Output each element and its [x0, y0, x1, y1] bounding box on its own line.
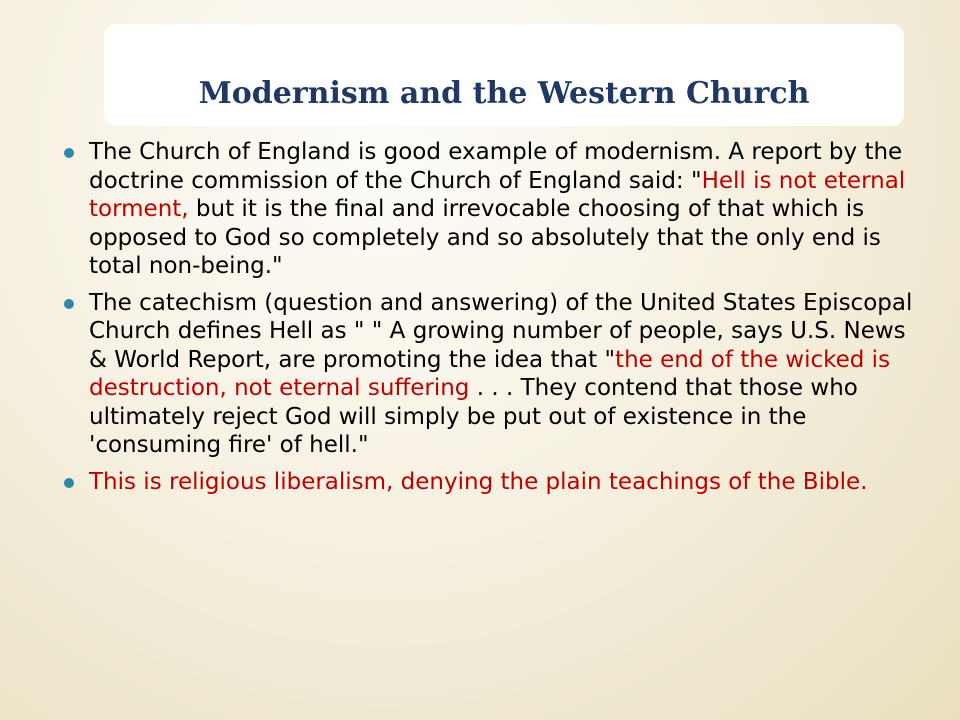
- slide-title: Modernism and the Western Church: [198, 76, 810, 111]
- bullet-dot-icon: [64, 299, 74, 309]
- bullet-item-1: [60, 138, 930, 281]
- bullet-list: [60, 138, 930, 504]
- bullet-1-text: The Church of England is good example of modernism. A report by the doctrine commission of the Church of England said: ": [89, 139, 903, 194]
- bullet-1-quote: Hell is not eternal torment,: [89, 167, 906, 222]
- bullet-dot-icon: [64, 148, 74, 158]
- bullet-2-quote: the end of the wicked is destruction, not eternal suffering: [89, 346, 891, 401]
- bullet-1-text-cont: but it is the final and irrevocable choosing of that which is opposed to God so completely and so absolutely that the only end is total non-being.": [89, 196, 881, 279]
- bullet-2-text: The catechism (question and answering) of the United States Episcopal Church defines Hell as " " A growing number of people, says U.S. News & World Report, are promoting the idea that ": [89, 289, 913, 373]
- bullet-dot-icon: [64, 478, 74, 488]
- bullet-item-2: [60, 289, 930, 460]
- bullet-2-text-cont: . . . They contend that those who ultimately reject God will simply be put out of existence in the 'consuming fire' of hell.": [89, 375, 858, 458]
- bullet-item-3: [60, 468, 930, 497]
- title-box: [104, 24, 904, 126]
- bullet-3-text: This is religious liberalism, denying the plain teachings of the Bible.: [89, 468, 868, 495]
